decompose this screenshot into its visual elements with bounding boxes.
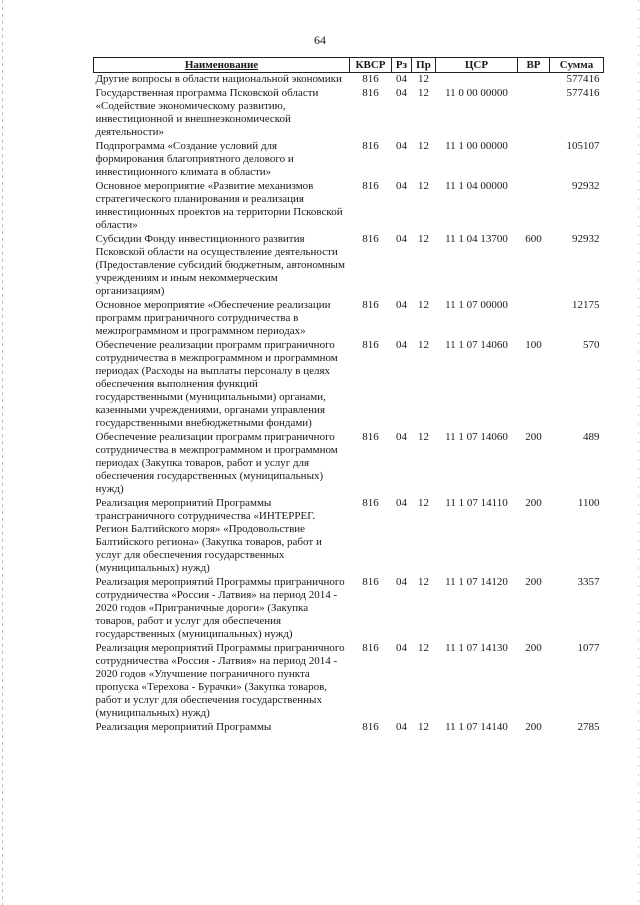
- cell-kvsr: 816: [362, 642, 379, 654]
- cell-sum: 577416: [566, 87, 600, 99]
- table-row: [94, 299, 604, 339]
- cell-pr: 12: [418, 642, 429, 654]
- cell-sum: 489: [583, 431, 600, 443]
- cell-name: Реализация мероприятий Программы трансграничного сотрудничества «ИНТЕРРЕГ. Регион Балтийского моря» «Продовольствие Балтийского региона» (Закупка товаров, работ и услуг для обеспечения государственных (муниципальных) нужд): [95, 497, 322, 574]
- scan-edge-left: [2, 0, 3, 905]
- cell-name: Основное мероприятие «Обеспечение реализации программ приграничного сотрудничества в межпрограммном и программном периодах»: [95, 299, 331, 337]
- cell-vr: [518, 140, 550, 180]
- cell-kvsr: 816: [362, 431, 379, 443]
- cell-csr: 11 0 00 00000: [445, 87, 508, 99]
- cell-pr: 12: [418, 576, 429, 588]
- cell-csr: 11 1 07 14060: [445, 431, 508, 443]
- table-row: [94, 87, 604, 140]
- cell-pr: 12: [418, 339, 429, 351]
- cell-rz: 04: [396, 299, 407, 311]
- cell-kvsr: 816: [362, 73, 379, 85]
- cell-pr: 12: [418, 431, 429, 443]
- cell-sum: 92932: [572, 233, 600, 245]
- cell-vr: [518, 180, 550, 233]
- cell-vr: 200: [525, 642, 542, 654]
- cell-name: Реализация мероприятий Программы приграничного сотрудничества «Россия - Латвия» на период 2014 - 2020 годов «Улучшение пограничного пункта пропуска «Терехова - Бурачки» (Закупка товаров, работ и услуг для обеспечения государственных (муниципальных) нужд): [95, 642, 345, 719]
- cell-name: Другие вопросы в области национальной экономики: [95, 73, 342, 85]
- cell-vr: 200: [525, 721, 542, 733]
- cell-name: Основное мероприятие «Развитие механизмов стратегического планирования и реализация инвестиционных проектов на территории Псковской области»: [95, 180, 343, 231]
- cell-pr: 12: [418, 180, 429, 192]
- cell-kvsr: 816: [362, 576, 379, 588]
- table-row: [94, 73, 604, 88]
- header-vr: ВР: [518, 58, 550, 73]
- cell-pr: 12: [418, 140, 429, 152]
- cell-sum: 577416: [566, 73, 600, 85]
- cell-sum: 1077: [577, 642, 600, 654]
- cell-csr: 11 1 07 14120: [445, 576, 508, 588]
- cell-vr: 600: [525, 233, 542, 245]
- header-name: Наименование: [94, 58, 350, 73]
- table-row: [94, 721, 604, 735]
- cell-sum: 2785: [577, 721, 600, 733]
- header-row: [94, 58, 604, 73]
- cell-csr: 11 1 07 00000: [445, 299, 508, 311]
- cell-rz: 04: [396, 497, 407, 509]
- cell-name: Субсидии Фонду инвестиционного развития Псковской области на осуществление деятельности (Предоставление субсидий бюджетным, автономным учреждениям и иным некоммерческим организациям): [95, 233, 345, 297]
- cell-csr: 11 1 04 00000: [445, 180, 508, 192]
- cell-sum: 92932: [572, 180, 600, 192]
- cell-csr: 11 1 07 14140: [445, 721, 508, 733]
- cell-rz: 04: [396, 339, 407, 351]
- table-row: [94, 431, 604, 497]
- cell-name: Обеспечение реализации программ приграничного сотрудничества в межпрограммном и программном периодах (Расходы на выплаты персоналу в целях обеспечения выполнения функций государственными (муниципальными) органами, казенными учреждениями, органами управления государственными внебюджетными фондами): [95, 339, 338, 429]
- cell-name: Реализация мероприятий Программы приграничного сотрудничества «Россия - Латвия» на период 2014 - 2020 годов «Приграничные дороги» (Закупка товаров, работ и услуг для обеспечения государственных (муниципальных) нужд): [95, 576, 345, 640]
- cell-rz: 04: [396, 642, 407, 654]
- cell-kvsr: 816: [362, 87, 379, 99]
- cell-vr: [518, 73, 550, 88]
- table-body: [94, 73, 604, 736]
- header-kvsr: КВСР: [350, 58, 392, 73]
- cell-pr: 12: [418, 73, 429, 85]
- cell-name: Государственная программа Псковской области «Содействие экономическому развитию, инвестиционной и внешнеэкономической деятельности»: [95, 87, 319, 138]
- cell-csr: 11 1 04 13700: [445, 233, 508, 245]
- cell-sum: 12175: [572, 299, 600, 311]
- cell-rz: 04: [396, 721, 407, 733]
- cell-vr: [518, 299, 550, 339]
- cell-rz: 04: [396, 140, 407, 152]
- cell-csr: [436, 73, 518, 88]
- cell-pr: 12: [418, 721, 429, 733]
- cell-csr: 11 1 00 00000: [445, 140, 508, 152]
- cell-pr: 12: [418, 87, 429, 99]
- cell-csr: 11 1 07 14060: [445, 339, 508, 351]
- table-row: [94, 140, 604, 180]
- cell-sum: 1100: [577, 497, 600, 509]
- cell-csr: 11 1 07 14130: [445, 642, 508, 654]
- cell-kvsr: 816: [362, 180, 379, 192]
- cell-vr: 200: [525, 497, 542, 509]
- cell-rz: 04: [396, 233, 407, 245]
- cell-name: Реализация мероприятий Программы: [95, 721, 272, 733]
- cell-rz: 04: [396, 73, 407, 85]
- table-row: [94, 339, 604, 431]
- table-row: [94, 180, 604, 233]
- scan-edge-right: [638, 0, 639, 905]
- cell-rz: 04: [396, 431, 407, 443]
- table-row: [94, 497, 604, 576]
- cell-name: Обеспечение реализации программ приграничного сотрудничества в межпрограммном и программном периодах (Закупка товаров, работ и услуг для обеспечения государственных (муниципальных) нужд): [95, 431, 338, 495]
- cell-vr: 200: [525, 576, 542, 588]
- cell-csr: 11 1 07 14110: [445, 497, 508, 509]
- cell-sum: 570: [583, 339, 600, 351]
- cell-rz: 04: [396, 576, 407, 588]
- header-pr: Пр: [412, 58, 436, 73]
- header-sum: Сумма: [550, 58, 604, 73]
- table-row: [94, 576, 604, 642]
- cell-kvsr: 816: [362, 299, 379, 311]
- table-row: [94, 642, 604, 721]
- table-row: [94, 233, 604, 299]
- cell-kvsr: 816: [362, 339, 379, 351]
- cell-pr: 12: [418, 299, 429, 311]
- cell-name: Подпрограмма «Создание условий для формирования благоприятного делового и инвестиционного климата в области»: [95, 140, 294, 178]
- cell-kvsr: 816: [362, 140, 379, 152]
- cell-kvsr: 816: [362, 233, 379, 245]
- budget-table: [93, 57, 604, 735]
- cell-kvsr: 816: [362, 497, 379, 509]
- cell-vr: [518, 87, 550, 140]
- cell-pr: 12: [418, 497, 429, 509]
- cell-pr: 12: [418, 233, 429, 245]
- header-rz: Рз: [392, 58, 412, 73]
- header-csr: ЦСР: [436, 58, 518, 73]
- page-number: 64: [314, 33, 326, 47]
- table-header: [94, 58, 604, 73]
- cell-vr: 100: [525, 339, 542, 351]
- cell-vr: 200: [525, 431, 542, 443]
- cell-rz: 04: [396, 87, 407, 99]
- cell-rz: 04: [396, 180, 407, 192]
- cell-sum: 3357: [577, 576, 600, 588]
- cell-sum: 105107: [566, 140, 600, 152]
- cell-kvsr: 816: [362, 721, 379, 733]
